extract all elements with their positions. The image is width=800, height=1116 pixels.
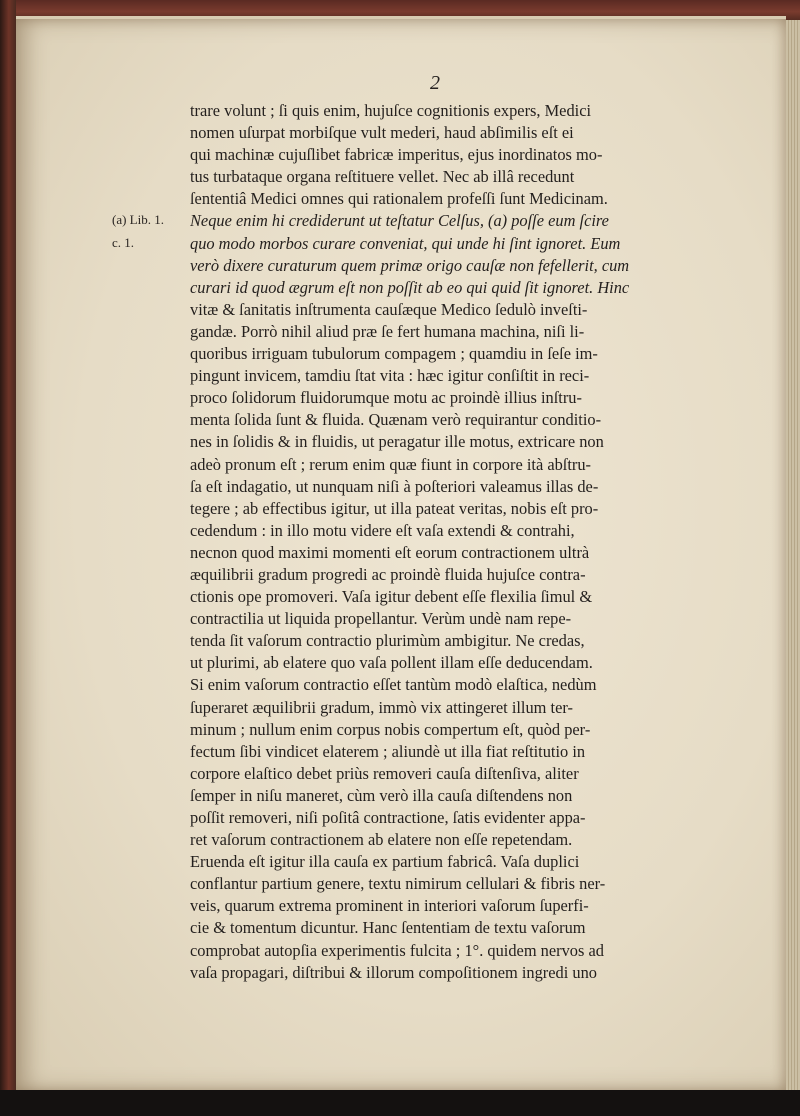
text-line: ctionis ope promoveri. Vaſa igitur debent eſſe flexilia ſimul & (190, 587, 593, 607)
margin-citation (112, 208, 192, 254)
text-line: tenda ſit vaſorum contractio plurimùm ambigitur. Ne credas, (190, 631, 585, 651)
text-line: gandæ. Porrò nihil aliud præ ſe fert humana machina, niſi li- (190, 321, 585, 341)
margin-citation-line: (a) Lib. 1. (112, 212, 164, 227)
text-line: ut plurimi, ab elatere quo vaſa pollent illam eſſe deducendam. (190, 653, 593, 673)
text-line: fectum ſibi vindicet elaterem ; aliundè ut illa fiat reſtitutio in (190, 741, 586, 761)
text-line: ſa eſt indagatio, ut nunquam niſi à poſteriori valeamus illas de- (190, 476, 599, 496)
text-line: comprobat autopſia experimentis fulcita ; 1°. quidem nervos ad (190, 940, 604, 960)
text-line: nes in ſolidis & in fluidis, ut peragatur ille motus, extricare non (190, 432, 604, 452)
margin-citation-line: c. 1. (112, 235, 135, 250)
text-line: necnon quod maximi momenti eſt eorum contractionem ultrà (190, 542, 590, 562)
text-line: corpore elaſtico debet priùs removeri cauſa diſtenſiva, aliter (190, 763, 579, 783)
text-line: tus turbataque organa reſtituere vellet. Nec ab illâ recedunt (190, 167, 575, 187)
text-line: nomen uſurpat morbiſque vult mederi, haud abſimilis eſt ei (190, 123, 574, 143)
text-line: Neque enim hi crediderunt ut teſtatur Celſus, (a) poſſe eum ſcire (190, 211, 609, 231)
text-line: conflantur partium genere, textu nimirum cellulari & fibris ner- (190, 874, 606, 894)
scan-bottom-shadow (0, 1090, 800, 1116)
text-line: menta ſolida ſunt & fluida. Quænam verò requirantur conditio- (190, 410, 602, 430)
text-line: ret vaſorum contractionem ab elatere non eſſe repetendam. (190, 830, 573, 850)
text-line: minum ; nullum enim corpus nobis compertum eſt, quòd per- (190, 719, 591, 739)
text-line: trare volunt ; ſi quis enim, hujuſce cognitionis expers, Medici (190, 101, 592, 120)
text-line: cedendum : in illo motu videre eſt vaſa extendi & contrahi, (190, 520, 575, 540)
text-line: vitæ & ſanitatis inſtrumenta cauſæque Medico ſedulò inveſti- (190, 299, 588, 319)
text-line: contractilia ut liquida propellantur. Verùm undè nam repe- (190, 609, 572, 629)
page-stack-edge (786, 20, 800, 1090)
text-line: quoribus irriguam tubulorum compagem ; quamdiu in ſeſe im- (190, 344, 598, 364)
page-number: 2 (430, 72, 440, 94)
text-line: cie & tomentum dicuntur. Hanc ſententiam de textu vaſorum (190, 918, 586, 938)
body-text (190, 100, 710, 984)
text-line: proco ſolidorum fluidorumque motu ac proindè illius inſtru- (190, 388, 582, 408)
text-line: vaſa propagari, diſtribui & illorum compoſitionem ingredi uno (190, 962, 597, 982)
text-line: poſſit removeri, niſi poſitâ contractione, ſatis evidenter appa- (190, 808, 586, 827)
book-cover-edge (0, 0, 16, 1116)
text-line: quo modo morbos curare conveniat, qui unde hi ſint ignoret. Eum (190, 233, 621, 253)
text-line: Eruenda eſt igitur illa cauſa ex partium fabricâ. Vaſa duplici (190, 852, 580, 872)
text-line: veis, quarum extrema prominent in interiori vaſorum ſuperfi- (190, 896, 589, 916)
text-line: qui machinæ cujuſlibet fabricæ imperitus, ejus inordinatos mo- (190, 145, 603, 165)
text-line: ſuperaret æquilibrii gradum, immò vix attingeret illum ter- (190, 697, 573, 717)
text-line: tegere ; ab effectibus igitur, ut illa pateat veritas, nobis eſt pro- (190, 498, 599, 518)
text-line: pingunt invicem, tamdiu ſtat vita : hæc igitur conſiſtit in reci- (190, 366, 590, 386)
text-line: Si enim vaſorum contractio eſſet tantùm modò elaſtica, nedùm (190, 675, 597, 695)
text-line: curari id quod ægrum eſt non poſſit ab eo qui quid ſit ignoret. Hinc (190, 277, 630, 297)
text-line: ſententiâ Medici omnes qui rationalem profeſſi ſunt Medicinam. (190, 189, 608, 209)
text-line: adeò pronum eſt ; rerum enim quæ fiunt in corpore ità abſtru- (190, 454, 592, 474)
text-line: æquilibrii gradum progredi ac proindè fluida hujuſce contra- (190, 564, 586, 584)
text-line: verò dixere curaturum quem primæ origo cauſæ non fefellerit, cum (190, 255, 630, 275)
text-line: ſemper in niſu maneret, cùm verò illa cauſa diſtendens non (190, 785, 573, 805)
